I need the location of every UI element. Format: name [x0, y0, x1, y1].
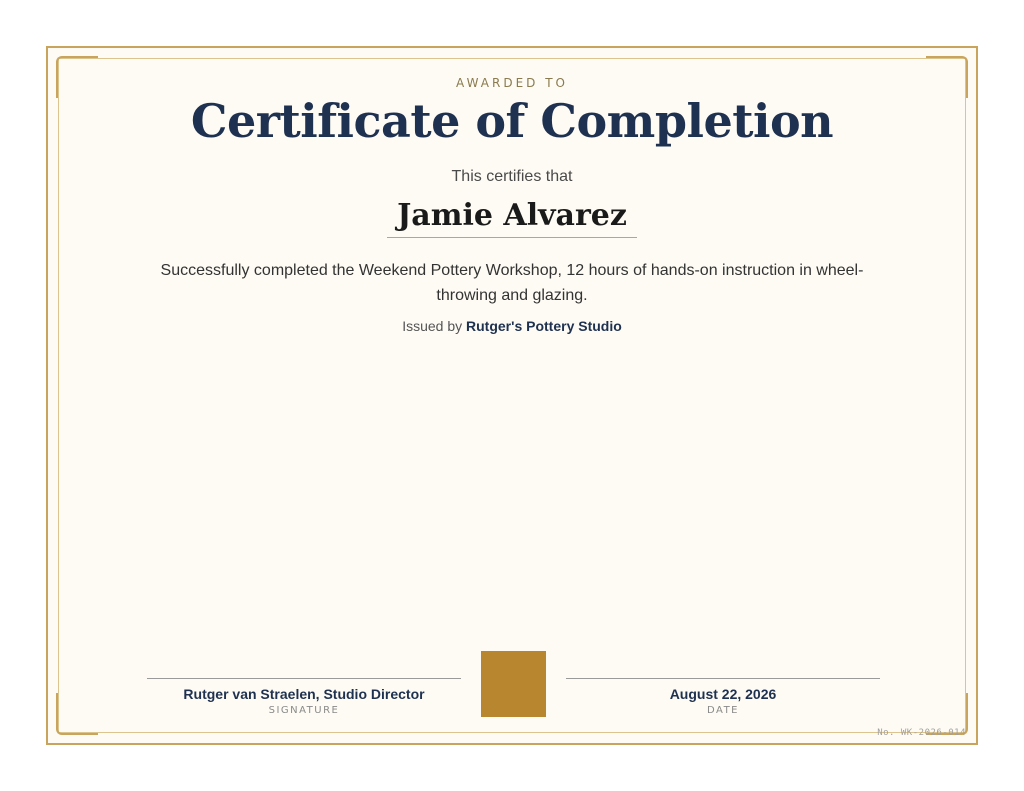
completion-description: Successfully completed the Weekend Pottery Workshop, 12 hours of hands-on instruction in wheel-throwing and glazing.	[160, 262, 864, 304]
date-caption: DATE	[706, 705, 739, 716]
recipient-name: Jamie Alvarez	[387, 198, 637, 238]
seal	[481, 651, 546, 717]
date-block	[566, 678, 880, 716]
issued-by	[48, 318, 976, 334]
corner-ornament-bottom-left	[56, 693, 98, 735]
certificate-card	[46, 46, 978, 745]
issuer-name: Rutger's Pottery Studio	[466, 318, 622, 334]
issued-prefix: Issued by	[402, 318, 463, 334]
signature-block	[147, 678, 461, 716]
inner-frame	[58, 58, 966, 733]
certifies-text: This certifies that	[451, 168, 573, 185]
recipient-container	[48, 198, 976, 238]
serial-number: No. WK-2026-014	[877, 728, 966, 738]
signatory-name: Rutger van Straelen, Studio Director	[183, 686, 425, 702]
date-value: August 22, 2026	[669, 686, 777, 702]
signature-caption: SIGNATURE	[268, 705, 340, 716]
awarded-eyebrow: AWARDED TO	[456, 76, 568, 90]
signature-line	[147, 678, 461, 679]
date-line	[566, 678, 880, 679]
certificate-title: Certificate of Completion	[190, 94, 834, 148]
